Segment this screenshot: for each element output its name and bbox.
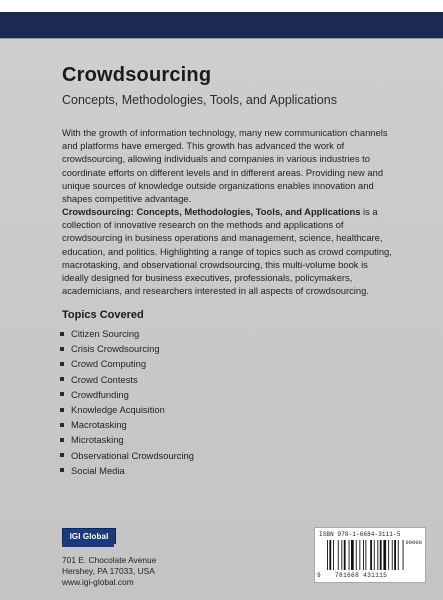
topic-label: Microtasking [71,434,124,446]
topic-item [60,402,194,417]
book-title: Crowdsourcing [62,64,212,86]
publisher-website: www.igi-global.com [62,577,134,587]
topics-list [60,326,194,478]
topic-item [60,448,194,463]
bullet-icon [60,438,64,442]
description-paragraph-2 [62,205,392,297]
topic-item [60,326,194,341]
bullet-icon [60,453,64,457]
isbn-barcode [314,527,426,583]
topic-label: Citizen Sourcing [71,328,140,339]
barcode-number: 781668 431115 [335,572,388,579]
book-subtitle: Concepts, Methodologies, Tools, and Applications [62,93,337,107]
address-line-2: Hershey, PA 17033, USA [62,566,155,576]
topic-item [60,341,194,356]
topic-item [60,356,194,371]
topic-label: Social Media [71,464,125,476]
topic-item [60,387,194,402]
publisher-logo [62,528,116,544]
topic-label: Crowd Computing [71,358,147,370]
price-code: 90000 [405,539,422,546]
topic-label: Crowd Contests [71,373,138,385]
bullet-icon [60,423,64,427]
topic-item [60,432,194,447]
description-paragraph-2-text: is a collection of innovative research on the methods and applications of crowdsourcing in business operations and management, science, healthcare, education, and politics. Highlighting a range of topics such as crowd computing, macrotasking, and observational crowdsourcing, this multi-volume book is ideally designed for business executives, professionals, policymakers, academicians, and researchers interested in all aspects of crowdsourcing. [62,206,392,297]
bullet-icon [60,408,64,412]
address-line-1: 701 E. Chocolate Avenue [62,555,157,565]
bullet-icon [60,377,64,381]
topic-label: Knowledge Acquisition [71,403,165,415]
topics-heading: Topics Covered [62,309,144,321]
topic-item [60,417,194,432]
isbn-text: ISBN 978-1-6684-3111-5 [319,531,401,538]
bullet-icon [60,347,64,351]
publisher-address [62,555,156,588]
navy-stripe [0,12,443,38]
description-paragraph-1: With the growth of information technology, many new communication channels and platforms have emerged. This growth has advanced the work of crowdsourcing, allowing individuals and companies in various industries to coordinate efforts on different levels and in different areas. Providing new and unique sources of knowledge outside organizations enables innovation and shapes competitive advantage. [62,127,388,205]
bullet-icon [60,362,64,366]
bullet-icon [60,332,64,336]
topic-label: Macrotasking [71,419,127,431]
topic-label: Crowdfunding [71,388,129,400]
publisher-logo-text: IGI Global [69,531,109,541]
barcode-leading-digit: 9 [317,572,321,579]
topic-label: Observational Crowdsourcing [71,449,194,461]
topic-item [60,372,194,387]
bullet-icon [60,468,64,472]
bullet-icon [60,392,64,396]
topic-item [60,463,194,478]
top-band [0,0,443,39]
publisher-logo-tagline-bar [62,543,114,547]
topic-label: Crisis Crowdsourcing [71,343,160,355]
book-title-inline: Crowdsourcing: Concepts, Methodologies, Tools, and Applications [62,206,361,217]
